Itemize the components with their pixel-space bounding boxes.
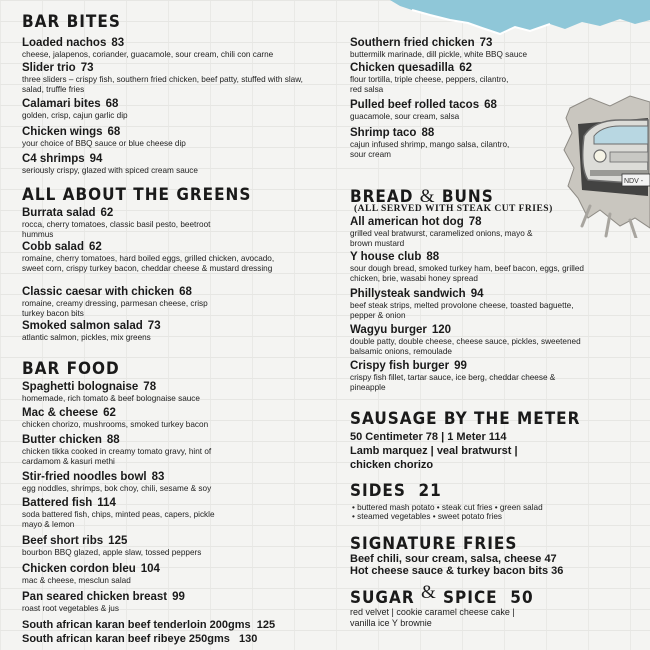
- item-description: roast root vegetables & jus: [22, 604, 119, 613]
- menu-item: [22, 471, 211, 494]
- item-name-row: [350, 216, 550, 229]
- item-price: 78: [468, 216, 482, 228]
- item-name-row: [350, 37, 527, 50]
- item-price: 62: [88, 241, 102, 253]
- menu-item: [350, 288, 590, 320]
- title-part: SIDES: [350, 481, 406, 501]
- item-description: chicken chorizo, mushrooms, smoked turkey bacon: [22, 420, 209, 429]
- item-name: Chicken cordon bleu: [22, 563, 136, 575]
- ampersand: &: [420, 582, 437, 603]
- item-description: golden, crisp, cajun garlic dip: [22, 111, 128, 120]
- item-name-row: [350, 288, 590, 301]
- item-price: 73: [479, 37, 493, 49]
- item-description: rocca, cherry tomatoes, classic basil pesto, beetroot hummus: [22, 220, 211, 239]
- item-description: cheese, jalapenos, coriander, guacamole, sour cream, chili con carne: [22, 50, 274, 59]
- section-price: 50: [510, 588, 534, 608]
- dessert-list: vanilla ice Y brownie: [350, 618, 432, 628]
- item-description: mac & cheese, mesclun salad: [22, 576, 131, 585]
- item-name-row: [350, 360, 586, 373]
- item-description: sour dough bread, smoked turkey ham, beef bacon, eggs, grilled chicken, brie, wasabi honey spread: [350, 264, 584, 283]
- menu-item: [22, 535, 201, 558]
- item-description: homemade, rich tomato & beef bolognaise sauce: [22, 394, 200, 403]
- title-part: SUGAR: [350, 588, 415, 608]
- item-name: Cobb salad: [22, 241, 84, 253]
- menu-item: [350, 99, 497, 122]
- item-name: South african karan beef ribeye 250gms: [22, 633, 230, 645]
- item-name: Butter chicken: [22, 434, 102, 446]
- menu-item: [350, 62, 510, 94]
- svg-text:NDV -: NDV -: [624, 178, 644, 185]
- menu-item: [22, 126, 186, 149]
- item-name-row: [22, 434, 232, 447]
- item-name: C4 shrimps: [22, 153, 85, 165]
- item-price: 68: [107, 126, 121, 138]
- item-name-row: [350, 127, 510, 140]
- item-price: 104: [140, 563, 160, 575]
- item-price: 88: [426, 251, 440, 263]
- menu-item: [22, 241, 278, 273]
- sausage-types: Lamb marquez | veal bratwurst |: [350, 445, 518, 457]
- item-price: 68: [105, 98, 119, 110]
- item-description: soda battered fish, chips, minted peas, capers, pickle mayo & lemon: [22, 510, 215, 529]
- item-price: 83: [151, 471, 165, 483]
- item-name-row: [22, 563, 160, 576]
- item-name: Smoked salmon salad: [22, 320, 143, 332]
- item-name: Spaghetti bolognaise: [22, 381, 139, 393]
- item-name-row: [22, 471, 211, 484]
- item-name-row: [22, 286, 222, 299]
- item-name: Battered fish: [22, 497, 93, 509]
- signature-fries-item: Beef chili, sour cream, salsa, cheese 47: [350, 553, 557, 565]
- item-name-row: [350, 324, 582, 337]
- item-description: atlantic salmon, pickles, mix greens: [22, 333, 151, 342]
- item-name: Classic caesar with chicken: [22, 286, 175, 298]
- item-name-row: [350, 99, 497, 112]
- item-name: Pulled beef rolled tacos: [350, 99, 480, 111]
- section-title-bar-food: BAR FOOD: [22, 359, 120, 379]
- item-price: 68: [484, 99, 497, 111]
- item-price: 88: [106, 434, 120, 446]
- item-price: 99: [454, 360, 467, 372]
- section-title-greens: ALL ABOUT THE GREENS: [22, 185, 252, 205]
- item-price: 114: [97, 497, 116, 509]
- item-description: grilled veal bratwurst, caramelized onions, mayo & brown mustard: [350, 229, 533, 248]
- item-description: crispy fish fillet, tartar sauce, ice berg, cheddar cheese & pineapple: [350, 373, 556, 392]
- title-part: SPICE: [443, 588, 498, 608]
- item-name: Wagyu burger: [350, 324, 427, 336]
- menu-item: [22, 497, 222, 529]
- sausage-prices: 50 Centimeter 78 | 1 Meter 114: [350, 431, 507, 443]
- item-name-row: [22, 535, 201, 548]
- item-name: Beef short ribs: [22, 535, 104, 547]
- menu-item: [22, 381, 200, 404]
- item-name: Chicken quesadilla: [350, 62, 455, 74]
- item-description: three sliders – crispy fish, southern fried chicken, beef patty, stuffed with slaw, salad, truffle fries: [22, 75, 303, 94]
- item-price: 73: [147, 320, 161, 332]
- menu-item: [22, 407, 208, 430]
- menu-item: [22, 320, 161, 343]
- item-name-row: [350, 62, 510, 75]
- item-price: 62: [103, 407, 116, 419]
- sides-list: • steamed vegetables • sweet potato fries: [352, 512, 503, 521]
- item-name: Mac & cheese: [22, 407, 99, 419]
- item-name: Chicken wings: [22, 126, 103, 138]
- menu-item-steak: [22, 632, 257, 646]
- item-name: Southern fried chicken: [350, 37, 475, 49]
- item-name-row: [22, 320, 161, 333]
- menu-item: [350, 37, 527, 60]
- item-name-row: [22, 37, 273, 50]
- item-description: romaine, creamy dressing, parmesan cheese, crisp turkey bacon bits: [22, 299, 208, 318]
- item-price: 83: [111, 37, 125, 49]
- item-description: flour tortilla, triple cheese, peppers, cilantro, red salsa: [350, 75, 509, 94]
- item-name: Shrimp taco: [350, 127, 417, 139]
- item-price: 130: [239, 633, 258, 645]
- section-title-bar-bites: BAR BITES: [22, 12, 121, 32]
- item-name-row: [22, 62, 312, 75]
- item-name: Phillysteak sandwich: [350, 288, 466, 300]
- item-name: Stir-fried noodles bowl: [22, 471, 147, 483]
- item-price: 73: [80, 62, 94, 74]
- item-price: 78: [143, 381, 157, 393]
- item-name: Calamari bites: [22, 98, 101, 110]
- car-through-wall-icon: [560, 78, 650, 238]
- dessert-list: red velvet | cookie caramel cheese cake |: [350, 607, 515, 617]
- item-price: 125: [108, 535, 128, 547]
- menu-item-steak: [22, 618, 275, 632]
- title-part: BREAD: [350, 187, 414, 207]
- item-description: bourbon BBQ glazed, apple slaw, tossed peppers: [22, 548, 202, 557]
- menu-item: [350, 324, 582, 356]
- item-description: cajun infused shrimp, mango salsa, cilantro, sour cream: [350, 140, 510, 159]
- menu-item: [350, 360, 586, 392]
- menu-item: [22, 62, 312, 94]
- menu-item: [350, 216, 550, 248]
- item-description: double patty, double cheese, cheese sauce, pickles, sweetened balsamic onions, remoulade: [350, 337, 581, 356]
- item-name-row: [22, 381, 200, 394]
- item-name: Y house club: [350, 251, 422, 263]
- menu-item: [350, 251, 586, 283]
- item-name-row: [350, 251, 586, 264]
- item-price: 94: [470, 288, 484, 300]
- item-name: South african karan beef tenderloin 200gms: [22, 619, 251, 631]
- item-price: 88: [421, 127, 435, 139]
- section-title-sausage: SAUSAGE BY THE METER: [350, 409, 581, 429]
- menu-item: [22, 591, 185, 614]
- section-price: 21: [418, 481, 442, 501]
- sides-list: • buttered mash potato • steak cut fries • green salad: [352, 503, 543, 512]
- item-name-row: [22, 241, 278, 254]
- signature-fries-item: Hot cheese sauce & turkey bacon bits 36: [350, 565, 564, 577]
- item-name: Crispy fish burger: [350, 360, 450, 372]
- menu-item: [22, 153, 198, 176]
- item-name-row: [22, 98, 128, 111]
- item-price: 68: [179, 286, 192, 298]
- section-subtitle: (ALL SERVED WITH STEAK CUT FRIES): [354, 204, 553, 214]
- item-name: Slider trio: [22, 62, 76, 74]
- item-price: 62: [100, 207, 114, 219]
- item-description: seriously crispy, glazed with spiced cream sauce: [22, 166, 198, 175]
- menu-item: [22, 563, 160, 586]
- item-price: 125: [256, 619, 276, 631]
- item-description: chicken tikka cooked in creamy tomato gravy, hint of cardamom & kasuri methi: [22, 447, 212, 466]
- menu-item: [22, 286, 222, 318]
- item-name-row: [22, 126, 186, 139]
- menu-item: [22, 98, 128, 121]
- title-part: BUNS: [441, 187, 494, 207]
- item-name: All american hot dog: [350, 216, 464, 228]
- item-name: Burrata salad: [22, 207, 96, 219]
- item-name-row: [22, 591, 185, 604]
- item-description: buttermilk marinade, dill pickle, white BBQ sauce: [350, 50, 528, 59]
- item-name: Loaded nachos: [22, 37, 107, 49]
- menu-item: [22, 37, 273, 60]
- item-description: egg noddles, shrimps, bok choy, chili, sesame & soy: [22, 484, 212, 493]
- menu-item: [350, 127, 510, 159]
- item-name-row: [22, 407, 208, 420]
- section-title-signature-fries: SIGNATURE FRIES: [350, 534, 518, 554]
- sausage-types: chicken chorizo: [350, 459, 434, 471]
- menu-item: [22, 207, 222, 239]
- item-description: your choice of BBQ sauce or blue cheese dip: [22, 139, 186, 148]
- item-name: Pan seared chicken breast: [22, 591, 168, 603]
- item-description: guacamole, sour cream, salsa: [350, 112, 460, 121]
- item-name-row: [22, 153, 198, 166]
- item-price: 120: [431, 324, 452, 336]
- item-description: romaine, cherry tomatoes, hard boiled eggs, grilled chicken, avocado, sweet corn, crispy turkey bacon, cheddar cheese & mustard dressing: [22, 254, 275, 273]
- sky-torn-paper: [350, 0, 650, 36]
- item-price: 62: [459, 62, 472, 74]
- section-title-sides: [350, 483, 442, 500]
- item-name-row: [22, 207, 222, 220]
- item-description: beef steak strips, melted provolone cheese, toasted baguette, pepper & onion: [350, 301, 574, 320]
- item-price: 99: [172, 591, 185, 603]
- menu-item: [22, 434, 232, 466]
- ampersand: &: [419, 186, 436, 207]
- section-title-sugar-spice: [350, 582, 534, 608]
- item-price: 94: [89, 153, 103, 165]
- item-name-row: [22, 497, 222, 510]
